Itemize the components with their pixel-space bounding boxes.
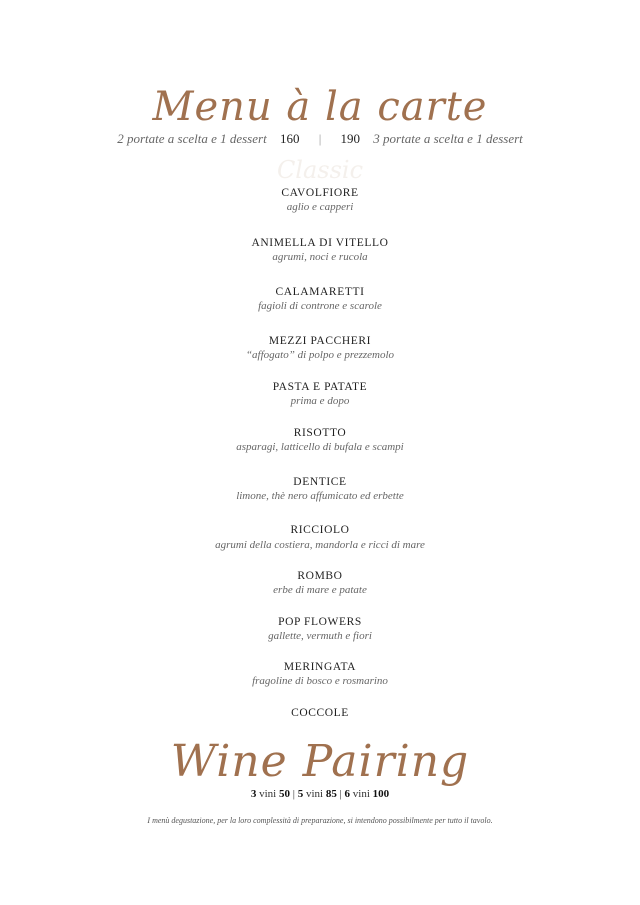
- dish-description: asparagi, latticello di bufala e scampi: [236, 441, 404, 453]
- footnote: I menù degustazione, per la loro complessità di preparazione, si intendono possibilmente per tutto il tavolo.: [147, 816, 493, 825]
- dish-name: MEZZI PACCHERI: [268, 335, 372, 347]
- price-line: [0, 131, 640, 147]
- dish-description: gallette, vermuth e fiori: [268, 630, 372, 642]
- price-left: 160: [279, 131, 300, 146]
- wine-count: 6: [344, 788, 351, 800]
- wine-separator: |: [292, 788, 295, 800]
- dish-item: [0, 426, 640, 454]
- ghost-watermark-text: Classic: [276, 156, 364, 184]
- dish-name: ANIMELLA DI VITELLO: [251, 237, 389, 249]
- dish-name: RISOTTO: [293, 427, 347, 439]
- dish-name: RICCIOLO: [290, 524, 350, 536]
- dish-item: [0, 523, 640, 552]
- wine-separator: |: [339, 788, 342, 800]
- wine-pairing-prices: [0, 788, 640, 800]
- dish-description: fagioli di controne e scarole: [258, 300, 382, 312]
- wine-label: vini: [259, 788, 277, 800]
- dish-item: [0, 615, 640, 643]
- wine-price: 100: [372, 788, 390, 800]
- wine-pairing-title: Wine Pairing: [170, 736, 470, 787]
- wine-count: 3: [250, 788, 257, 800]
- dish-item: [0, 285, 640, 313]
- wine-price: 50: [278, 788, 290, 800]
- dish-name: CAVOLFIORE: [281, 187, 359, 199]
- dish-item: [0, 660, 640, 688]
- menu-title: Menu à la carte: [152, 84, 488, 130]
- dish-item: [0, 236, 640, 264]
- dish-description: agrumi, noci e rucola: [272, 251, 368, 263]
- wine-price: 85: [325, 788, 337, 800]
- wine-label: vini: [305, 788, 324, 800]
- dish-name: POP FLOWERS: [278, 616, 362, 628]
- dish-item: [0, 186, 640, 214]
- dish-description: prima e dopo: [290, 395, 350, 407]
- dish-name: PASTA E PATATE: [272, 381, 368, 393]
- dish-name: MERINGATA: [283, 661, 357, 673]
- wine-label: vini: [352, 788, 370, 800]
- price-right-label: 3 portate a scelta e 1 dessert: [373, 131, 523, 146]
- price-separator: |: [318, 131, 322, 146]
- dish-description: limone, thè nero affumicato ed erbette: [236, 490, 404, 502]
- dish-item: [0, 334, 640, 362]
- dish-description: agrumi della costiera, mandorla e ricci di mare: [215, 539, 425, 551]
- dish-item: [0, 706, 640, 720]
- dish-name: ROMBO: [297, 570, 343, 582]
- price-left-label: 2 portate a scelta e 1 dessert: [117, 131, 267, 146]
- dish-item: [0, 475, 640, 503]
- dish-description: erbe di mare e patate: [273, 584, 367, 596]
- dish-item: [0, 569, 640, 597]
- dish-description: fragoline di bosco e rosmarino: [252, 675, 388, 687]
- dish-description: aglio e capperi: [286, 201, 354, 213]
- dish-name: COCCOLE: [291, 707, 349, 719]
- wine-count: 5: [297, 788, 304, 800]
- dish-name: CALAMARETTI: [275, 286, 365, 298]
- dish-item: [0, 380, 640, 408]
- price-right: 190: [340, 131, 361, 146]
- dish-description: “affogato” di polpo e prezzemolo: [245, 349, 395, 361]
- dish-name: DENTICE: [293, 476, 347, 488]
